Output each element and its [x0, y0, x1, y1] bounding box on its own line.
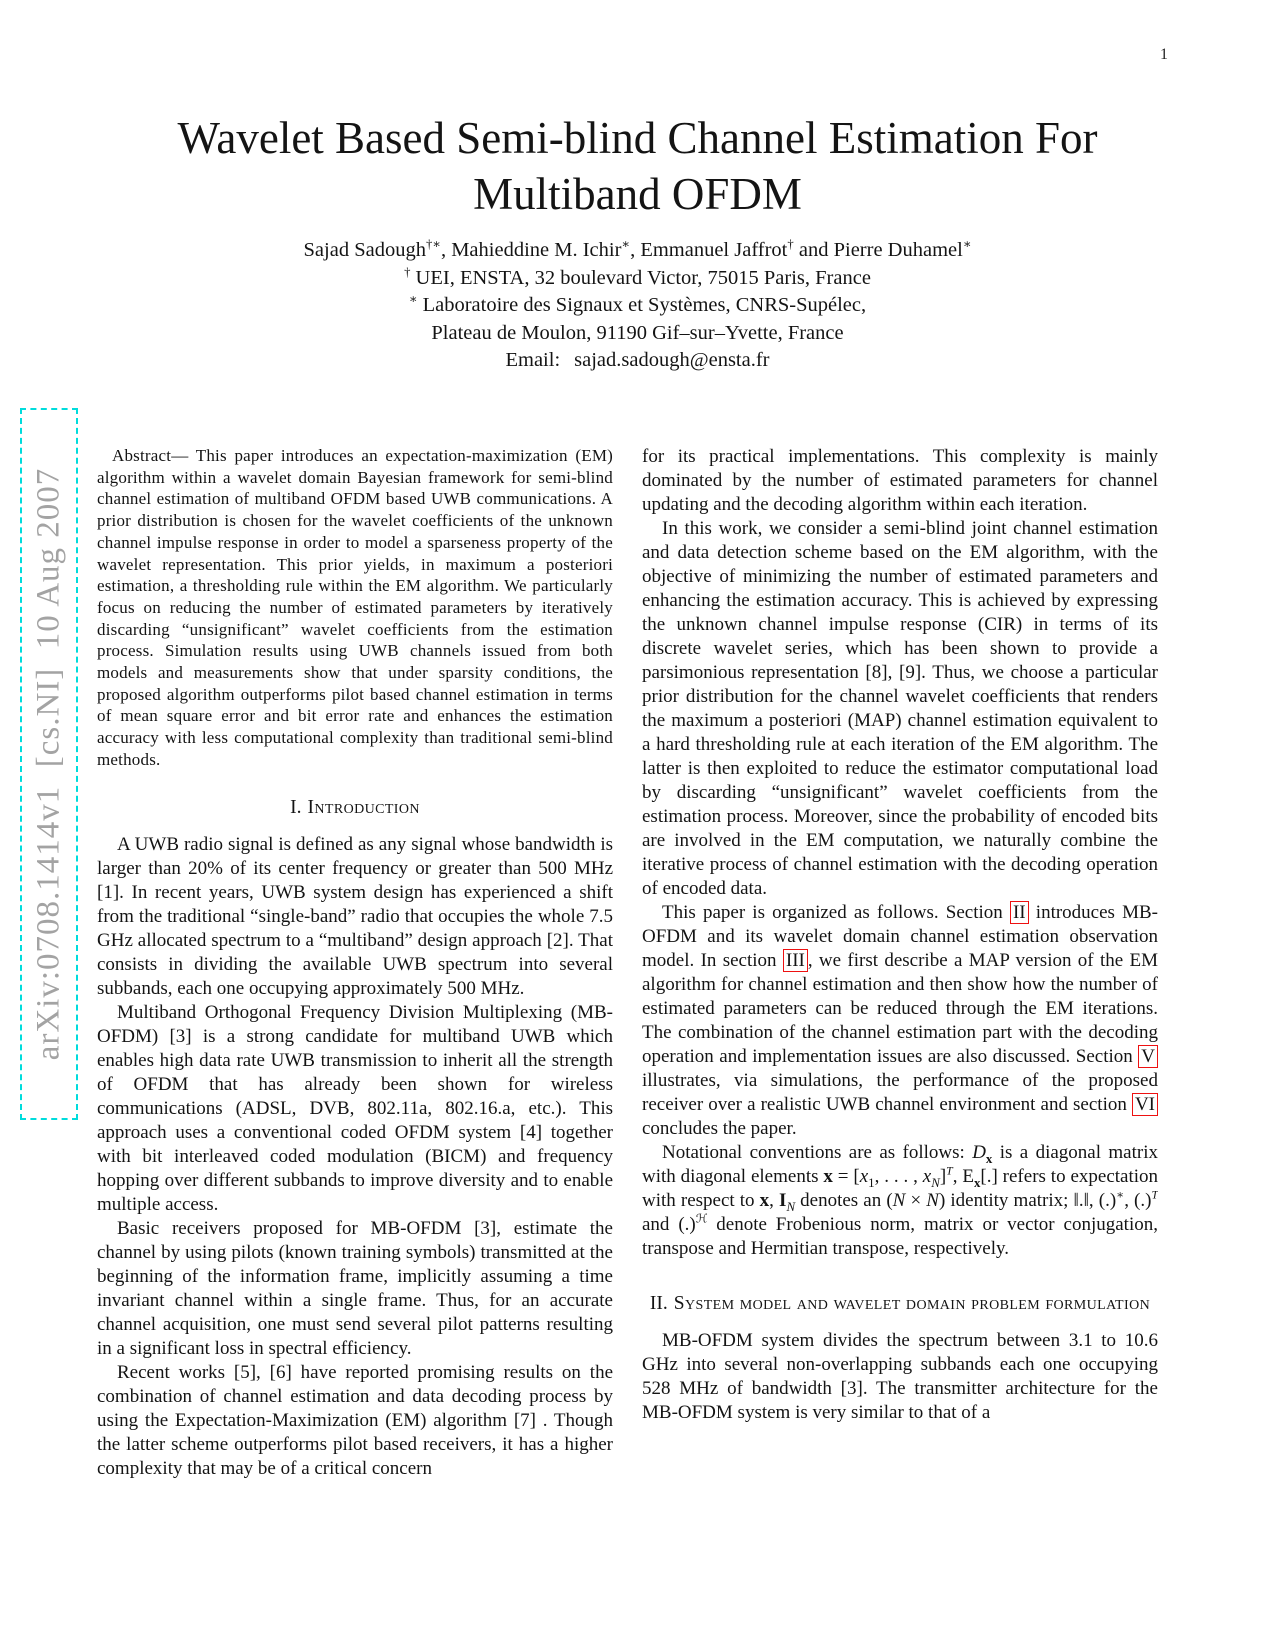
organization-paragraph	[642, 901, 1158, 1141]
intro-paragraph-3: Basic receivers proposed for MB-OFDM [3], estimate the channel by using pilots (known training symbols) transmitted at the beginning of the information frame, implicitly assuming a time invariant channel within a single frame. Thus, for an accurate channel acquisition, one must send several pilot patterns resulting in a significant loss in spectral efficiency.	[97, 1217, 613, 1359]
email-address: sajad.sadough@ensta.fr	[574, 349, 770, 371]
math-symbol: x	[759, 1190, 770, 1211]
text-segment: introduces MB-OFDM and its wavelet domain channel estimation observation model. In section	[642, 902, 1158, 971]
affiliation-line-3	[0, 320, 1275, 348]
intro-paragraph-2: Multiband Orthogonal Frequency Division Multiplexing (MB-OFDM) [3] is a strong candidate for multiband UWB which enables high data rate UWB transmission to inherit all the strength of OFDM that has already been shown for wireless communications (ADSL, DVB, 802.11a, 802.16.a, etc.). This approach uses a conventional coded OFDM system [4] together with bit interleaved coded modulation (BICM) and frequency hopping over different subbands to improve diversity and to enable multiple access.	[97, 1001, 613, 1215]
title-line-2: Multiband OFDM	[473, 169, 802, 219]
text-segment: Notational conventions are as follows:	[662, 1142, 973, 1163]
continuation-paragraph: for its practical implementations. This complexity is mainly dominated by the number of estimated parameters for channel updating and the decoding algorithm within each iteration.	[642, 446, 1158, 515]
text-segment: , (.)	[1124, 1190, 1152, 1211]
email-label: Email:	[505, 349, 561, 371]
math-symbol: = [	[832, 1166, 860, 1187]
math-symbol: N	[926, 1190, 939, 1211]
text-segment: This paper is organized as follows. Section	[662, 902, 1010, 923]
affiliation-mark: ∗	[621, 237, 631, 252]
author-name: , Emmanuel Jaffrot	[630, 239, 788, 261]
math-superscript: T	[946, 1164, 953, 1178]
section-ref-link-vi[interactable]: VI	[1132, 1093, 1158, 1116]
abstract	[97, 445, 613, 771]
math-symbol: I	[779, 1190, 787, 1211]
math-subscript: N	[931, 1174, 940, 1190]
math-symbol: ×	[905, 1190, 927, 1211]
math-symbol: x	[859, 1166, 869, 1187]
math-superscript: ℋ	[695, 1212, 708, 1226]
math-symbol: ]	[939, 1166, 947, 1187]
page-number: 1	[1160, 46, 1168, 63]
intro-paragraph-4: Recent works [5], [6] have reported promising results on the combination of channel estimation and data decoding process by using the Expectation-Maximization (EM) algorithm [7] . Though the latter scheme outperforms pilot based receivers, it has a higher complexity that may be of a critical concern	[97, 1361, 613, 1479]
section-ref-link-iii[interactable]: III	[783, 949, 808, 972]
math-symbol: x	[922, 1166, 932, 1187]
math-symbol: E	[962, 1166, 974, 1187]
affiliation-line-1	[0, 265, 1275, 293]
text-segment: , we first describe a MAP version of the EM algorithm for channel estimation and then show how the number of estimated parameters can be reduced through the EM iterations. The combination of the channel estimation part with the decoding operation and implementation issues are also discussed. Section	[642, 950, 1158, 1067]
math-subscript: 1	[868, 1174, 875, 1190]
section-title: System model and wavelet domain problem formulation	[673, 1293, 1151, 1314]
title-line-1: Wavelet Based Semi-blind Channel Estimation For	[177, 113, 1098, 163]
author-name: Sajad Sadough	[303, 239, 426, 261]
this-work-paragraph: In this work, we consider a semi-blind joint channel estimation and data detection scheme based on the EM algorithm, with the objective of minimizing the number of estimated parameters and enhancing the estimation accuracy. This is achieved by expressing the unknown channel impulse response (CIR) in terms of its discrete wavelet series, which has been shown to provide a parsimonious representation [8], [9]. Thus, we choose a particular prior distribution for the channel wavelet coefficients that renders the maximum a posteriori (MAP) channel estimation equivalent to a hard thresholding rule at each iteration of the EM algorithm. The latter is then exploited to reduce the estimator computational load by discarding “unsignificant” wavelet coefficients from the estimation process. Moreover, since the probability of encoded bits are involved in the EM computation, we naturally combine the iterative process of channel estimation with the decoding operation of encoded data.	[642, 518, 1158, 899]
text-segment: ,	[769, 1190, 780, 1211]
affiliation-mark: †∗	[425, 237, 441, 252]
arxiv-stamp-text: arXiv:0708.1414v1 [cs.NI] 10 Aug 2007	[30, 467, 67, 1061]
math-symbol: , . . . ,	[874, 1166, 923, 1187]
affiliation-mark: ∗	[408, 292, 418, 307]
email-line	[0, 347, 1275, 375]
affiliation-mark: †	[787, 237, 794, 252]
author-name: and Pierre Duhamel	[793, 239, 963, 261]
text-segment: denotes an (	[795, 1190, 893, 1211]
section-2-heading	[642, 1291, 1158, 1316]
affiliation-line-2	[0, 292, 1275, 320]
section-number: II.	[649, 1293, 668, 1314]
affiliation-text: Plateau de Moulon, 91190 Gif–sur–Yvette, France	[431, 321, 844, 344]
text-segment: ) identity matrix; ‖.‖, (.)	[938, 1190, 1117, 1211]
notation-paragraph	[642, 1141, 1158, 1261]
paper-title	[0, 110, 1275, 222]
section-ref-link-ii[interactable]: II	[1010, 901, 1029, 924]
arxiv-stamp-link[interactable]	[20, 408, 78, 1120]
text-segment: is a diagonal matrix with diagonal elements	[642, 1142, 1158, 1187]
text-segment: illustrates, via simulations, the performance of the proposed receiver over a realistic UWB channel environment and section	[642, 1070, 1158, 1115]
text-segment: and (.)	[642, 1214, 696, 1235]
affiliation-mark: ∗	[962, 237, 972, 252]
abstract-text: This paper introduces an expectation-maximization (EM) algorithm within a wavelet domain Bayesian framework for semi-blind channel estimation of multiband OFDM based UWB communications. A prior distribution is chosen for the wavelet coefficients of the unknown channel impulse response in order to model a sparseness property of the wavelet representation. This prior yields, in maximum a posteriori estimation, a thresholding rule within the EM algorithm. We particularly focus on reducing the number of estimated parameters by iteratively discarding “unsignificant” wavelet coefficients from the estimation process. Simulation results using UWB channels issued from both models and measurements show that under sparsity conditions, the proposed algorithm outperforms pilot based channel estimation in terms of mean square error and bit error rate and enhances the estimation accuracy with less computational complexity than traditional semi-blind methods.	[97, 446, 613, 769]
math-subscript: N	[786, 1198, 796, 1214]
section-title: Introduction	[307, 796, 420, 818]
section-number: I.	[290, 796, 302, 818]
text-segment: denote Frobenious norm, matrix or vector conjugation, transpose and Hermitian transpose, respectively.	[642, 1214, 1158, 1259]
math-symbol: N	[892, 1190, 906, 1211]
math-subscript: x	[973, 1174, 981, 1190]
system-model-paragraph: MB-OFDM system divides the spectrum between 3.1 to 10.6 GHz into several non-overlapping subbands each one occupying 528 MHz of bandwidth [3]. The transmitter architecture for the MB-OFDM system is very similar to that of a	[642, 1330, 1158, 1423]
section-1-heading	[97, 795, 613, 820]
author-block	[0, 237, 1275, 375]
intro-paragraph-1: A UWB radio signal is defined as any signal whose bandwidth is larger than 20% of its center frequency or greater than 500 MHz [1]. In recent years, UWB system design has experienced a shift from the traditional “single-band” radio that occupies the whole 7.5 GHz allocated spectrum to a “multiband” design approach [2]. That consists in dividing the available UWB spectrum into several subbands, each one occupying approximately 500 MHz.	[97, 833, 613, 999]
text-segment: ,	[952, 1166, 963, 1187]
math-symbol: D	[972, 1142, 986, 1163]
text-segment: [.] refers to expectation with respect to	[642, 1166, 1158, 1211]
text-segment: concludes the paper.	[642, 1118, 797, 1139]
affiliation-text: Laboratoire des Signaux et Systèmes, CNRS-Supélec,	[417, 294, 867, 316]
right-column	[642, 445, 1158, 1625]
math-superscript: ∗	[1116, 1188, 1125, 1202]
math-symbol: x	[823, 1166, 833, 1187]
author-name: , Mahieddine M. Ichir	[440, 239, 622, 261]
math-subscript: x	[985, 1150, 993, 1166]
left-column	[97, 445, 613, 1625]
affiliation-mark: †	[404, 264, 411, 279]
abstract-label: Abstract—	[112, 446, 189, 465]
math-superscript: T	[1151, 1188, 1158, 1202]
author-names-line	[0, 237, 1275, 265]
affiliation-text: UEI, ENSTA, 32 boulevard Victor, 75015 Paris, France	[410, 266, 871, 289]
section-ref-link-v[interactable]: V	[1138, 1045, 1158, 1068]
